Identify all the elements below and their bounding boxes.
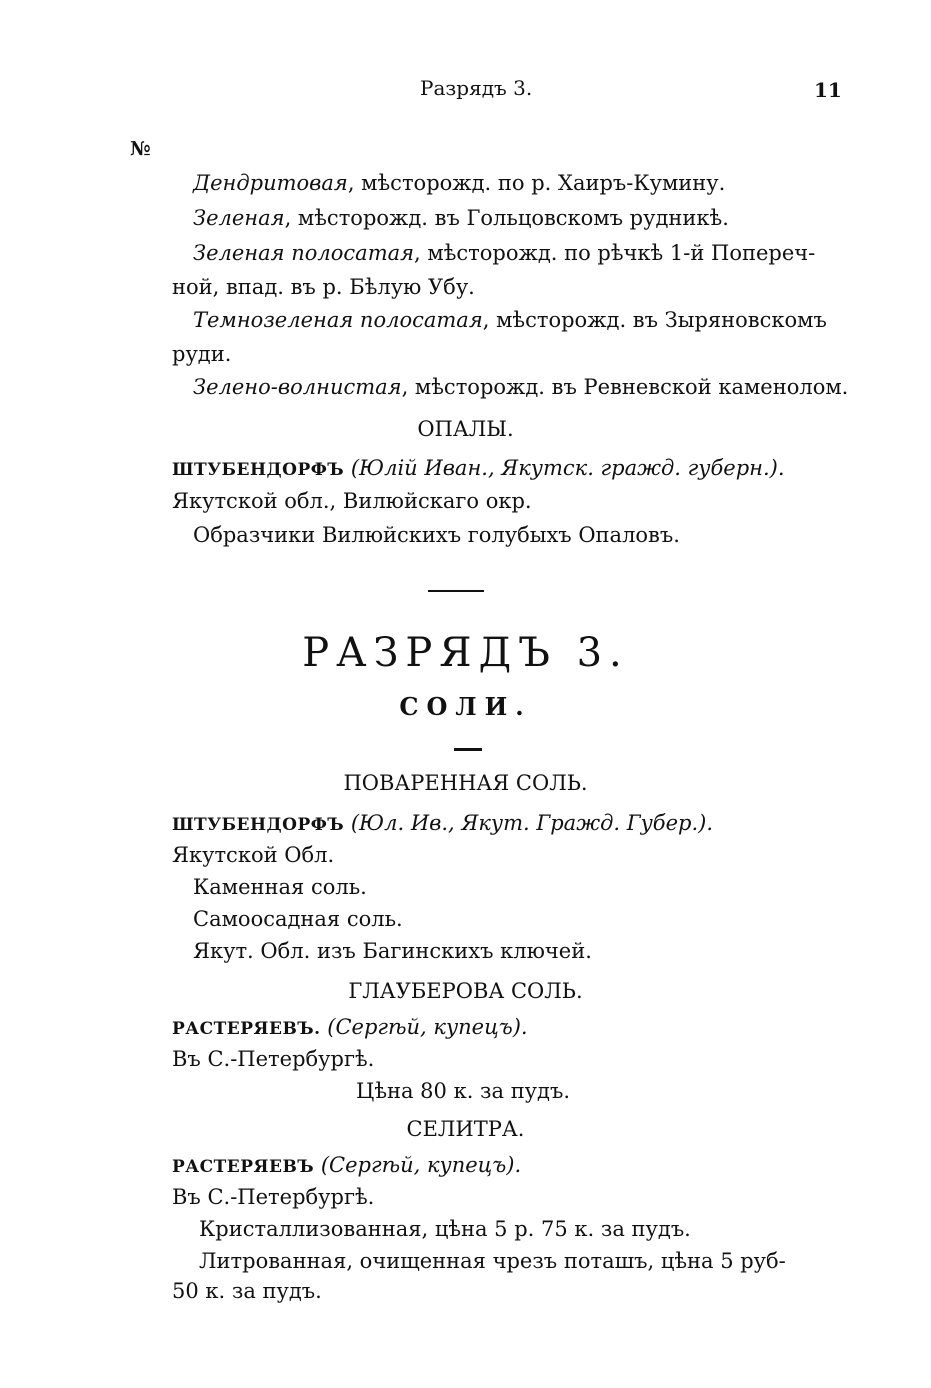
divider-rule — [428, 590, 484, 592]
saltpeter-item-cont: 50 к. за пудъ. — [172, 1279, 322, 1303]
glauber-price: Цѣна 80 к. за пудъ. — [356, 1079, 571, 1103]
entry-name: Дендритовая — [193, 171, 348, 195]
table-salt-exhibitor-line — [172, 810, 713, 838]
saltpeter-item: Литрованная, очищенная чрезъ поташъ, цѣна 5 руб- — [199, 1249, 786, 1273]
saltpeter-location: Въ С.-Петербургѣ. — [172, 1185, 375, 1209]
heading-saltpeter: СЕЛИТРА. — [406, 1117, 525, 1141]
glauber-location: Въ С.-Петербургѣ. — [172, 1047, 375, 1071]
entry-text: , мѣсторожд. въ Зыряновскомъ — [482, 308, 827, 332]
table-salt-item: Каменная соль. — [193, 875, 367, 899]
entry-text: , мѣсторожд. по рѣчкѣ 1-й Попереч- — [414, 241, 816, 265]
entry-text: , мѣсторожд. въ Гольцовскомъ рудникѣ. — [284, 206, 729, 230]
entry-name: Зелено-волнистая — [193, 375, 402, 399]
heading-opals: ОПАЛЫ. — [417, 417, 514, 441]
exhibitor-name: ШТУБЕНДОРФЪ — [172, 815, 345, 835]
entry-dark-green-striped — [193, 307, 827, 333]
entry-name: Зеленая полосатая — [193, 241, 415, 265]
table-salt-item: Самоосадная соль. — [193, 907, 403, 931]
exhibitor-name: ШТУБЕНДОРФЪ — [172, 460, 345, 480]
saltpeter-exhibitor-line — [172, 1152, 521, 1180]
number-sign: № — [130, 138, 151, 160]
opals-location: Якутской обл., Вилюйскаго окр. — [172, 489, 532, 513]
exhibitor-detail: (Сергѣй, купецъ). — [327, 1015, 528, 1039]
short-rule — [454, 748, 482, 751]
entry-text: , мѣсторожд. по р. Хаиръ-Кумину. — [347, 171, 726, 195]
entry-dark-green-striped-cont: руди. — [172, 342, 232, 366]
entry-green-striped-cont: ной, впад. въ р. Бѣлую Убу. — [172, 275, 475, 299]
table-salt-item: Якут. Обл. изъ Багинскихъ ключей. — [193, 939, 592, 963]
page-number: 11 — [814, 78, 842, 102]
exhibitor-name: РАСТЕРЯЕВЪ — [172, 1157, 315, 1177]
entry-text: , мѣсторожд. въ Ревневской каменолом. — [401, 375, 849, 399]
exhibitor-detail: (Юл. Ив., Якут. Гражд. Губер.). — [350, 811, 714, 835]
exhibitor-name: РАСТЕРЯЕВЪ. — [172, 1019, 321, 1039]
heading-glauber-salt: ГЛАУБЕРОВА СОЛЬ. — [348, 979, 583, 1003]
exhibitor-detail: (Юлій Иван., Якутск. гражд. губерн.). — [350, 456, 785, 480]
entry-green-striped — [193, 240, 815, 266]
entry-green — [193, 205, 729, 231]
glauber-exhibitor-line — [172, 1014, 528, 1042]
section-title: РАЗРЯДЪ 3. — [302, 630, 629, 676]
entry-green-wavy — [193, 374, 848, 400]
opals-exhibitor-line — [172, 455, 785, 483]
section-subtitle: СОЛИ. — [399, 692, 532, 721]
table-salt-location: Якутской Обл. — [172, 843, 335, 867]
entry-dendrite — [193, 170, 725, 196]
heading-table-salt: ПОВАРЕННАЯ СОЛЬ. — [343, 771, 588, 795]
opals-item: Образчики Вилюйскихъ голубыхъ Опаловъ. — [193, 523, 680, 547]
running-header-title: Разрядъ 3. — [420, 76, 533, 100]
saltpeter-item: Кристаллизованная, цѣна 5 р. 75 к. за пудъ. — [199, 1217, 691, 1241]
exhibitor-detail: (Сергѣй, купецъ). — [320, 1153, 522, 1177]
entry-name: Зеленая — [193, 206, 285, 230]
entry-name: Темнозеленая полосатая — [193, 308, 483, 332]
